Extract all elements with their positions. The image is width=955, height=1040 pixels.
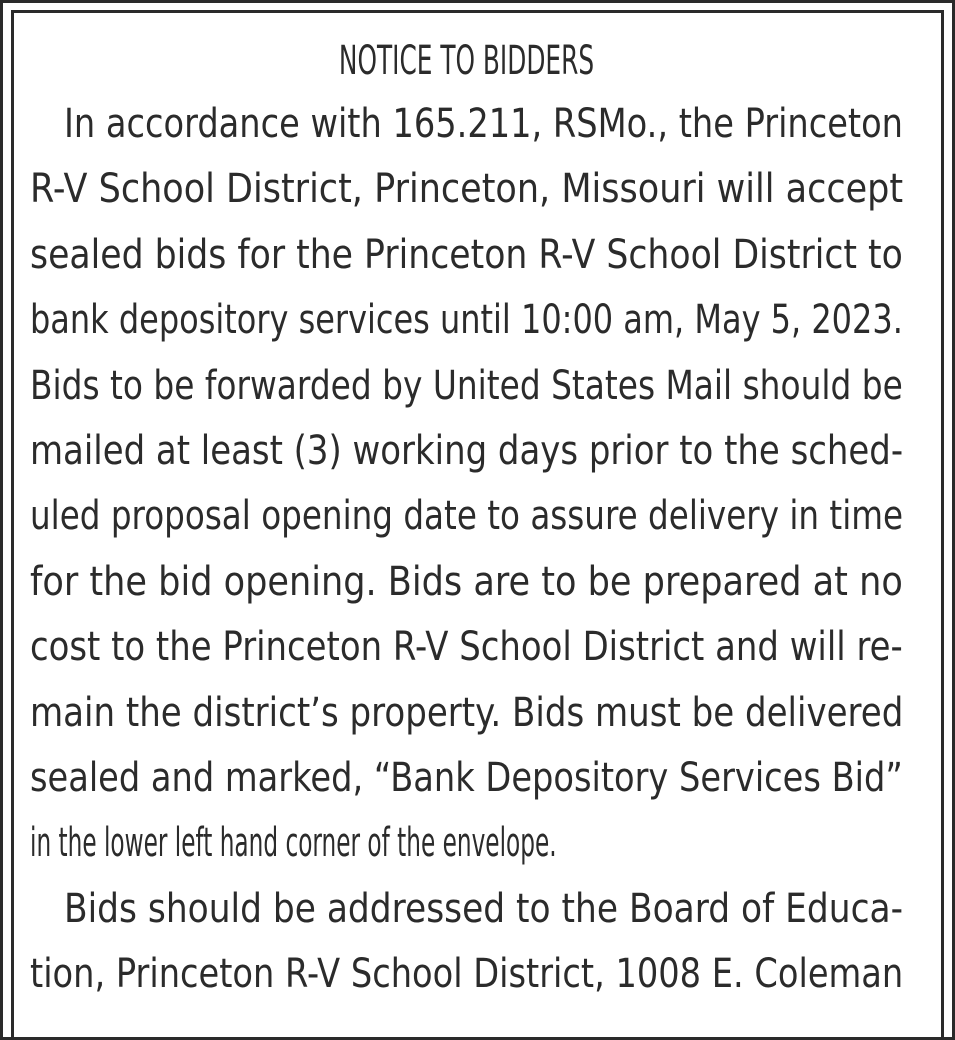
notice-line: main the district’s property. Bids must be delivered [30,689,904,736]
notice-line: Bids to be forwarded by United States Mail should be [30,362,903,409]
notice-line: R-V School District, Princeton, Missouri will accept [30,166,904,213]
notice-line: Bids should be addressed to the Board of Educa- [64,885,904,932]
notice-line: cost to the Princeton R-V School District and will re- [30,624,903,671]
notice-body [30,30,903,1007]
notice-line: In accordance with 165.211, RSMo., the Princeton [64,101,903,147]
notice-line: bank depository services until 10:00 am, May 5, 2023. [30,297,903,344]
notice-line: mailed at least (3) working days prior to the sched- [30,427,904,474]
notice-line: for the bid opening. Bids are to be prepared at no [30,558,903,605]
notice-line: tion, Princeton R-V School District, 1008 E. Coleman [30,951,904,998]
notice-line: sealed and marked, “Bank Depository Services Bid” [30,754,903,801]
notice-line: uled proposal opening date to assure delivery in time [30,493,904,540]
notice-line: sealed bids for the Princeton R-V School District to [30,231,903,278]
notice-title: NOTICE TO BIDDERS [338,38,595,84]
notice-line: in the lower left hand corner of the envelope. [30,820,557,867]
